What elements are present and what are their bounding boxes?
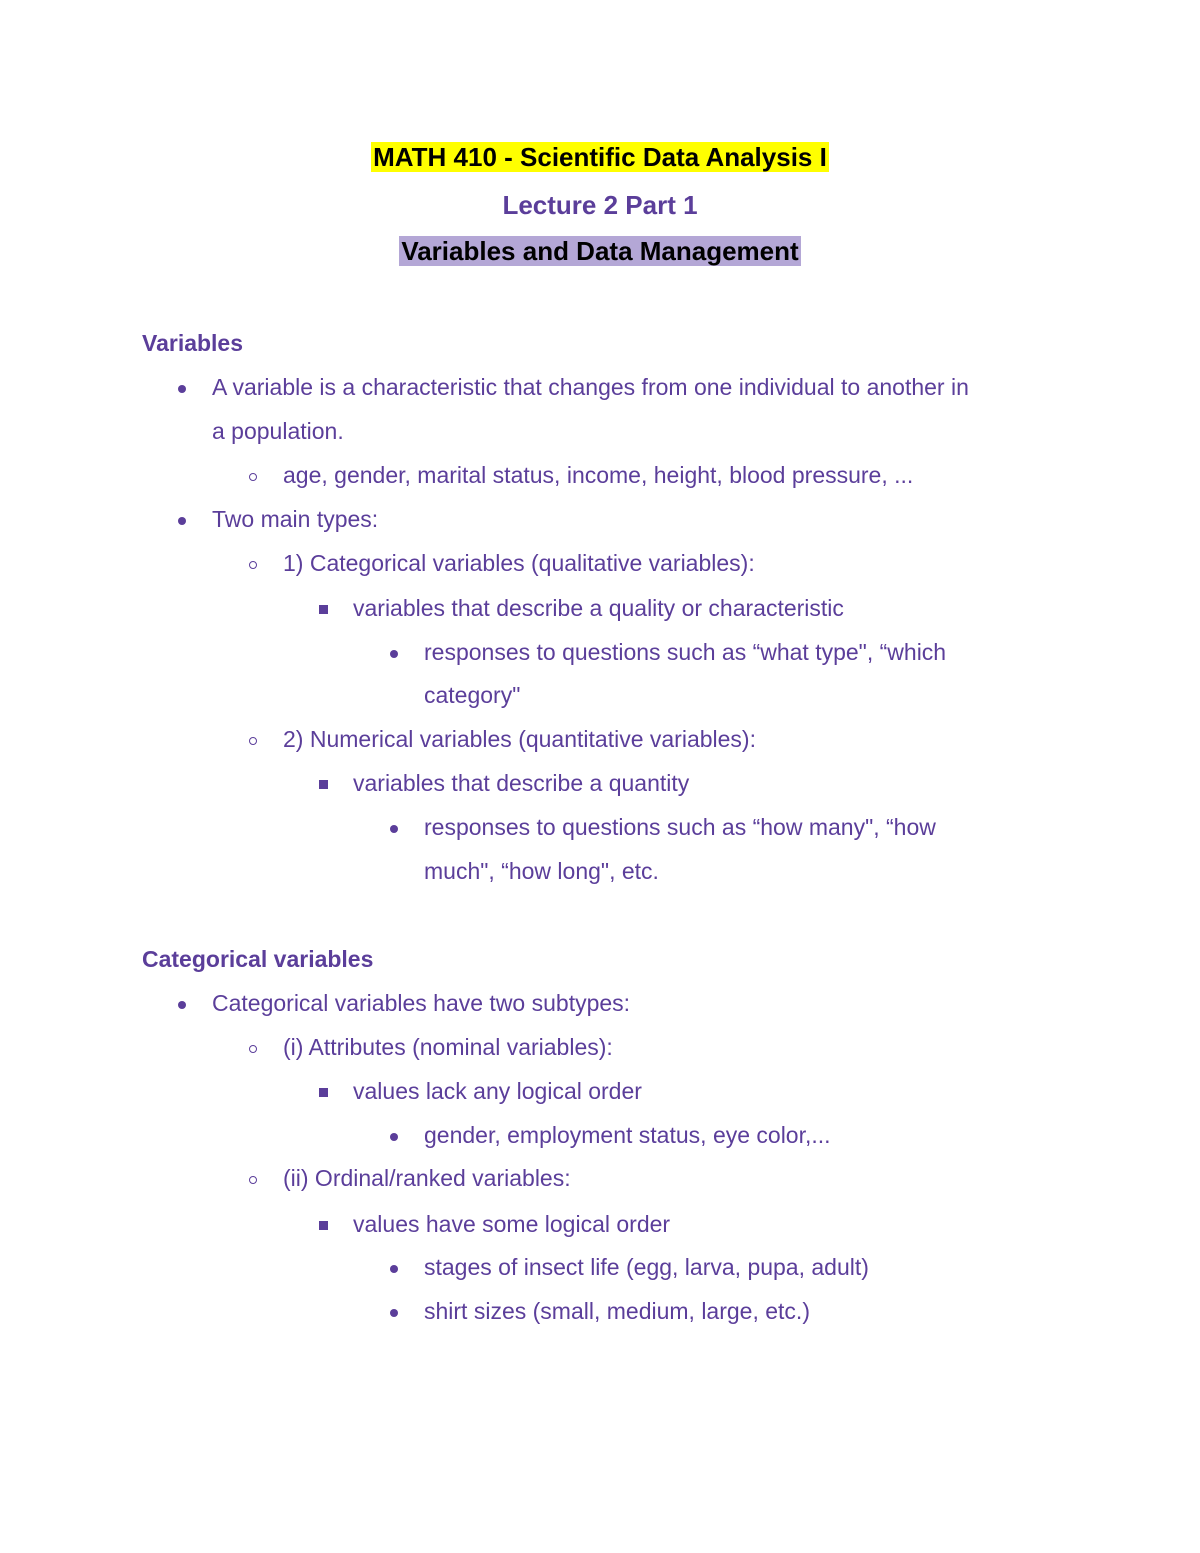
- bullet-dot-icon: [178, 504, 186, 534]
- categorical-subtypes-intro: Categorical variables have two subtypes:: [212, 990, 631, 1016]
- bullet-dot-icon: [390, 812, 398, 842]
- categorical-type-description: variables that describe a quality or characteristic: [353, 595, 844, 621]
- attributes-description: values lack any logical order: [353, 1078, 642, 1104]
- bullet-dot-icon: [390, 1120, 398, 1150]
- bullet-dot-icon: [390, 1252, 398, 1282]
- ordinal-example-shirt: shirt sizes (small, medium, large, etc.): [424, 1298, 810, 1324]
- bullet-dot-icon: [390, 637, 398, 667]
- bullet-ring-icon: [249, 548, 257, 578]
- categorical-responses-line2: category": [424, 682, 521, 708]
- categorical-type-title: 1) Categorical variables (qualitative variables):: [283, 550, 755, 576]
- topic-title-text: Variables and Data Management: [401, 236, 799, 266]
- bullet-square-icon: [319, 1076, 328, 1106]
- bullet-square-icon: [319, 593, 328, 623]
- attributes-title: (i) Attributes (nominal variables):: [283, 1034, 613, 1060]
- course-title: [0, 140, 1200, 174]
- variable-definition-line1: A variable is a characteristic that changes from one individual to another in: [212, 374, 969, 400]
- bullet-square-icon: [319, 1209, 328, 1239]
- ordinal-example-insect: stages of insect life (egg, larva, pupa, adult): [424, 1254, 869, 1280]
- bullet-dot-icon: [178, 988, 186, 1018]
- course-title-text: MATH 410 - Scientific Data Analysis I: [373, 142, 827, 172]
- numerical-responses-line2: much", “how long", etc.: [424, 858, 659, 884]
- bullet-dot-icon: [390, 1296, 398, 1326]
- bullet-ring-icon: [249, 1163, 257, 1193]
- ordinal-title: (ii) Ordinal/ranked variables:: [283, 1165, 571, 1191]
- ordinal-description: values have some logical order: [353, 1211, 671, 1237]
- two-types-label: Two main types:: [212, 506, 379, 532]
- lecture-title: [0, 188, 1200, 222]
- lecture-title-text: Lecture 2 Part 1: [502, 190, 698, 220]
- bullet-square-icon: [319, 768, 328, 798]
- variables-heading: Variables: [142, 330, 244, 356]
- numerical-responses-line1: responses to questions such as “how many", “how: [424, 814, 936, 840]
- numerical-type-description: variables that describe a quantity: [353, 770, 690, 796]
- bullet-ring-icon: [249, 460, 257, 490]
- numerical-type-title: 2) Numerical variables (quantitative variables):: [283, 726, 756, 752]
- variable-definition-line2: a population.: [212, 418, 344, 444]
- categorical-responses-line1: responses to questions such as “what type", “which: [424, 639, 947, 665]
- attributes-examples: gender, employment status, eye color,...: [424, 1122, 831, 1148]
- categorical-variables-heading: Categorical variables: [142, 946, 374, 972]
- bullet-dot-icon: [178, 372, 186, 402]
- variable-examples: age, gender, marital status, income, height, blood pressure, ...: [283, 462, 914, 488]
- bullet-ring-icon: [249, 1032, 257, 1062]
- bullet-ring-icon: [249, 724, 257, 754]
- topic-title: [0, 234, 1200, 268]
